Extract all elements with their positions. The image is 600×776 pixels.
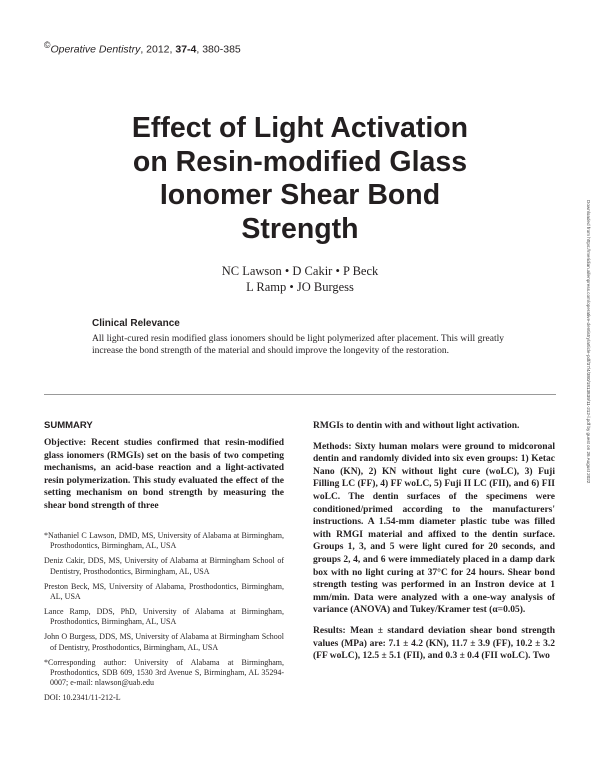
journal-volume: 37-4 — [175, 43, 197, 56]
methods-paragraph — [313, 441, 555, 617]
affiliation-item: *Nathaniel C Lawson, DMD, MS, University of Alabama at Birmingham, Prosthodontics, Birmingham, AL, USA — [44, 531, 284, 551]
journal-year: , 2012, — [140, 43, 176, 56]
objective-label: Objective: — [44, 438, 87, 448]
download-watermark: Downloaded from https://meridian.allenpress.com/operative-dentistry/article-pdf/37/4/380/1813839/11-212-l.pdf by guest on 26 August 2022 — [586, 200, 591, 484]
clinical-relevance-heading: Clinical Relevance — [92, 318, 180, 329]
author-affiliations — [44, 531, 284, 708]
author-line: NC Lawson • D Cakir • P Beck — [221, 264, 379, 278]
objective-text: Recent studies confirmed that resin-modified glass ionomers (RMGIs) set on the basis of two competing mechanisms, an acid-base reaction and a light-activated resin polymerization. This study evaluated the effect of the setting mechanism on bond strength by measuring the shear bond strength of three — [44, 438, 284, 511]
clinical-relevance-body: All light-cured resin modified glass ionomers should be light polymerized after placement. This will greatly increase the bond strength of the material and should improve the longevity of the restoration. — [92, 334, 504, 357]
affiliation-item: Lance Ramp, DDS, PhD, University of Alabama at Birmingham, Prosthodontics, Birmingham, AL, USA — [44, 606, 284, 627]
section-divider — [44, 394, 556, 395]
journal-pages: , 380-385 — [196, 43, 241, 56]
results-text: Mean ± standard deviation shear bond strength values (MPa) are: 7.1 ± 4.2 (KN), 11.7 ± 3.9 (FF), 10.2 ± 3.2 (FF woLC), 12.5 ± 5.1 (FII), and 0.3 ± 0.4 (FII woLC). Two — [313, 625, 555, 662]
continuation-paragraph: RMGIs to dentin with and without light activation. — [313, 421, 520, 431]
affiliation-item: John O Burgess, DDS, MS, University of Alabama at Birmingham School of Dentistry, Prosthodontics, Birmingham, AL, USA — [44, 632, 284, 652]
right-column — [313, 420, 555, 671]
journal-name: Operative Dentistry — [50, 43, 141, 56]
affiliation-item: Preston Beck, MS, University of Alabama, Prosthodontics, Birmingham, AL, USA — [44, 581, 284, 602]
objective-paragraph — [44, 437, 284, 513]
title-line: Ionomer Shear Bond — [159, 179, 441, 211]
journal-citation — [44, 40, 241, 56]
title-line: on Resin-modified Glass — [132, 145, 468, 178]
methods-text: Sixty human molars were ground to midcoronal dentin and randomly divided into six even groups: 1) Ketac Nano (KN), 2) KN without light cure (woLC), 3) Fuji Filling LC (FF), 4) FF woLC, 5) Fuji II LC (FII), and 6) FII woLC. The dentin surfaces of the specimens were conditioned/primed according to the manufacturers' instructions. A 1.54-mm diameter plastic tube was filled with RMGI material and affixed to the dentin surface. Groups 1, 3, and 5 were light cured for 20 seconds, and groups 2, 4, and 6 were immediately placed in a damp dark box with no light curing at 37°C for 24 hours. Shear bond strength testing was performed in an Instron device at 1 mm/min. Data were analyzed with a one-way analysis of variance (ANOVA) and Tukey/Kramer test (α=0.05). — [313, 441, 555, 616]
title-line: Strength — [241, 212, 359, 245]
doi: DOI: 10.2341/11-212-L — [44, 693, 121, 703]
copyright-mark: © — [44, 40, 51, 50]
corresponding-author: *Corresponding author: University of Alabama at Birmingham, Prosthodontics, SDB 609, 1530 3rd Avenue S, Birmingham, AL 35294-0007; e-mail: nlawson@uab.edu — [44, 657, 284, 688]
results-paragraph — [313, 625, 555, 663]
results-label: Results: — [313, 625, 346, 636]
left-column — [44, 420, 284, 513]
title-line: Effect of Light Activation — [131, 112, 469, 144]
summary-heading: SUMMARY — [44, 420, 93, 431]
methods-label: Methods: — [313, 441, 352, 452]
affiliation-item: Deniz Cakir, DDS, MS, University of Alabama at Birmingham School of Dentistry, Prosthodontics, Birmingham, AL, USA — [44, 556, 284, 576]
author-list — [60, 263, 540, 295]
author-line: L Ramp • JO Burgess — [246, 280, 354, 294]
article-title — [60, 112, 540, 246]
clinical-relevance-box — [92, 318, 504, 358]
